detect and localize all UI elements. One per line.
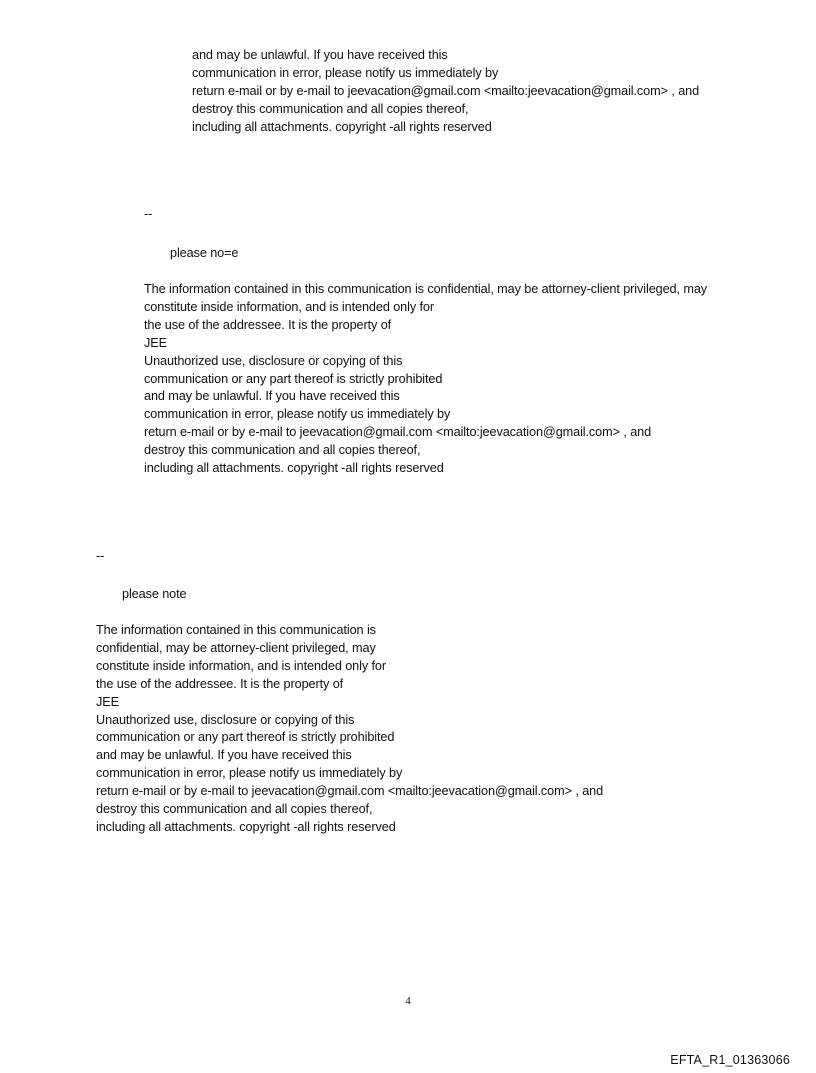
text-line: communication or any part thereof is strictly prohibited (96, 730, 395, 745)
disclaimer-quoted (144, 281, 707, 478)
disclaimer-continued (192, 47, 699, 137)
text-line: The information contained in this communication is confidential, may be attorney-client privileged, may (144, 282, 708, 296)
text-line: return e-mail or by e-mail to jeevacation@gmail.com <mailto:jeevacation@gmail.com> , and (144, 425, 652, 440)
text-line: The information contained in this communication is (96, 623, 376, 637)
text-line: including all attachments. copyright -all rights reserved (144, 461, 444, 476)
text-line: return e-mail or by e-mail to jeevacation@gmail.com <mailto:jeevacation@gmail.com> , and (96, 784, 604, 799)
text-line: communication in error, please notify us immediately by (96, 766, 403, 781)
document-id: EFTA_R1_01363066 (670, 1053, 790, 1067)
disclaimer (96, 622, 603, 837)
signature-separator (96, 548, 104, 566)
separator-text: -- (144, 207, 153, 221)
text-line: and may be unlawful. If you have received this (96, 748, 352, 763)
text-line: and may be unlawful. If you have received this (144, 389, 400, 404)
text-line: Unauthorized use, disclosure or copying of this (144, 353, 403, 368)
text-line: communication in error, please notify us immediately by (144, 407, 451, 422)
text-line: communication or any part thereof is strictly prohibited (144, 371, 443, 386)
text-line: JEE (96, 694, 119, 709)
text-line: JEE (144, 335, 167, 350)
text-line: confidential, may be attorney-client privileged, may (96, 640, 376, 655)
signature-separator (144, 206, 152, 224)
note-heading (170, 245, 238, 263)
text-line: including all attachments. copyright -all rights reserved (192, 119, 492, 134)
page-number: 4 (405, 995, 411, 1007)
note-heading (122, 586, 187, 604)
text-line: including all attachments. copyright -all rights reserved (96, 819, 396, 834)
heading-text: please note (122, 587, 187, 601)
text-line: the use of the addressee. It is the property of (144, 317, 392, 332)
text-line: and may be unlawful. If you have received this (192, 48, 448, 62)
heading-text: please no=e (170, 246, 239, 260)
text-line: destroy this communication and all copies thereof, (96, 802, 373, 817)
separator-text: -- (96, 549, 105, 563)
text-line: destroy this communication and all copies thereof, (144, 443, 421, 458)
text-line: Unauthorized use, disclosure or copying of this (96, 712, 355, 727)
text-line: destroy this communication and all copies thereof, (192, 101, 469, 116)
text-line: the use of the addressee. It is the property of (96, 676, 344, 691)
text-line: constitute inside information, and is intended only for (144, 299, 435, 314)
text-line: return e-mail or by e-mail to jeevacation@gmail.com <mailto:jeevacation@gmail.com> , and (192, 83, 700, 98)
text-line: constitute inside information, and is intended only for (96, 658, 387, 673)
text-line: communication in error, please notify us immediately by (192, 65, 499, 80)
